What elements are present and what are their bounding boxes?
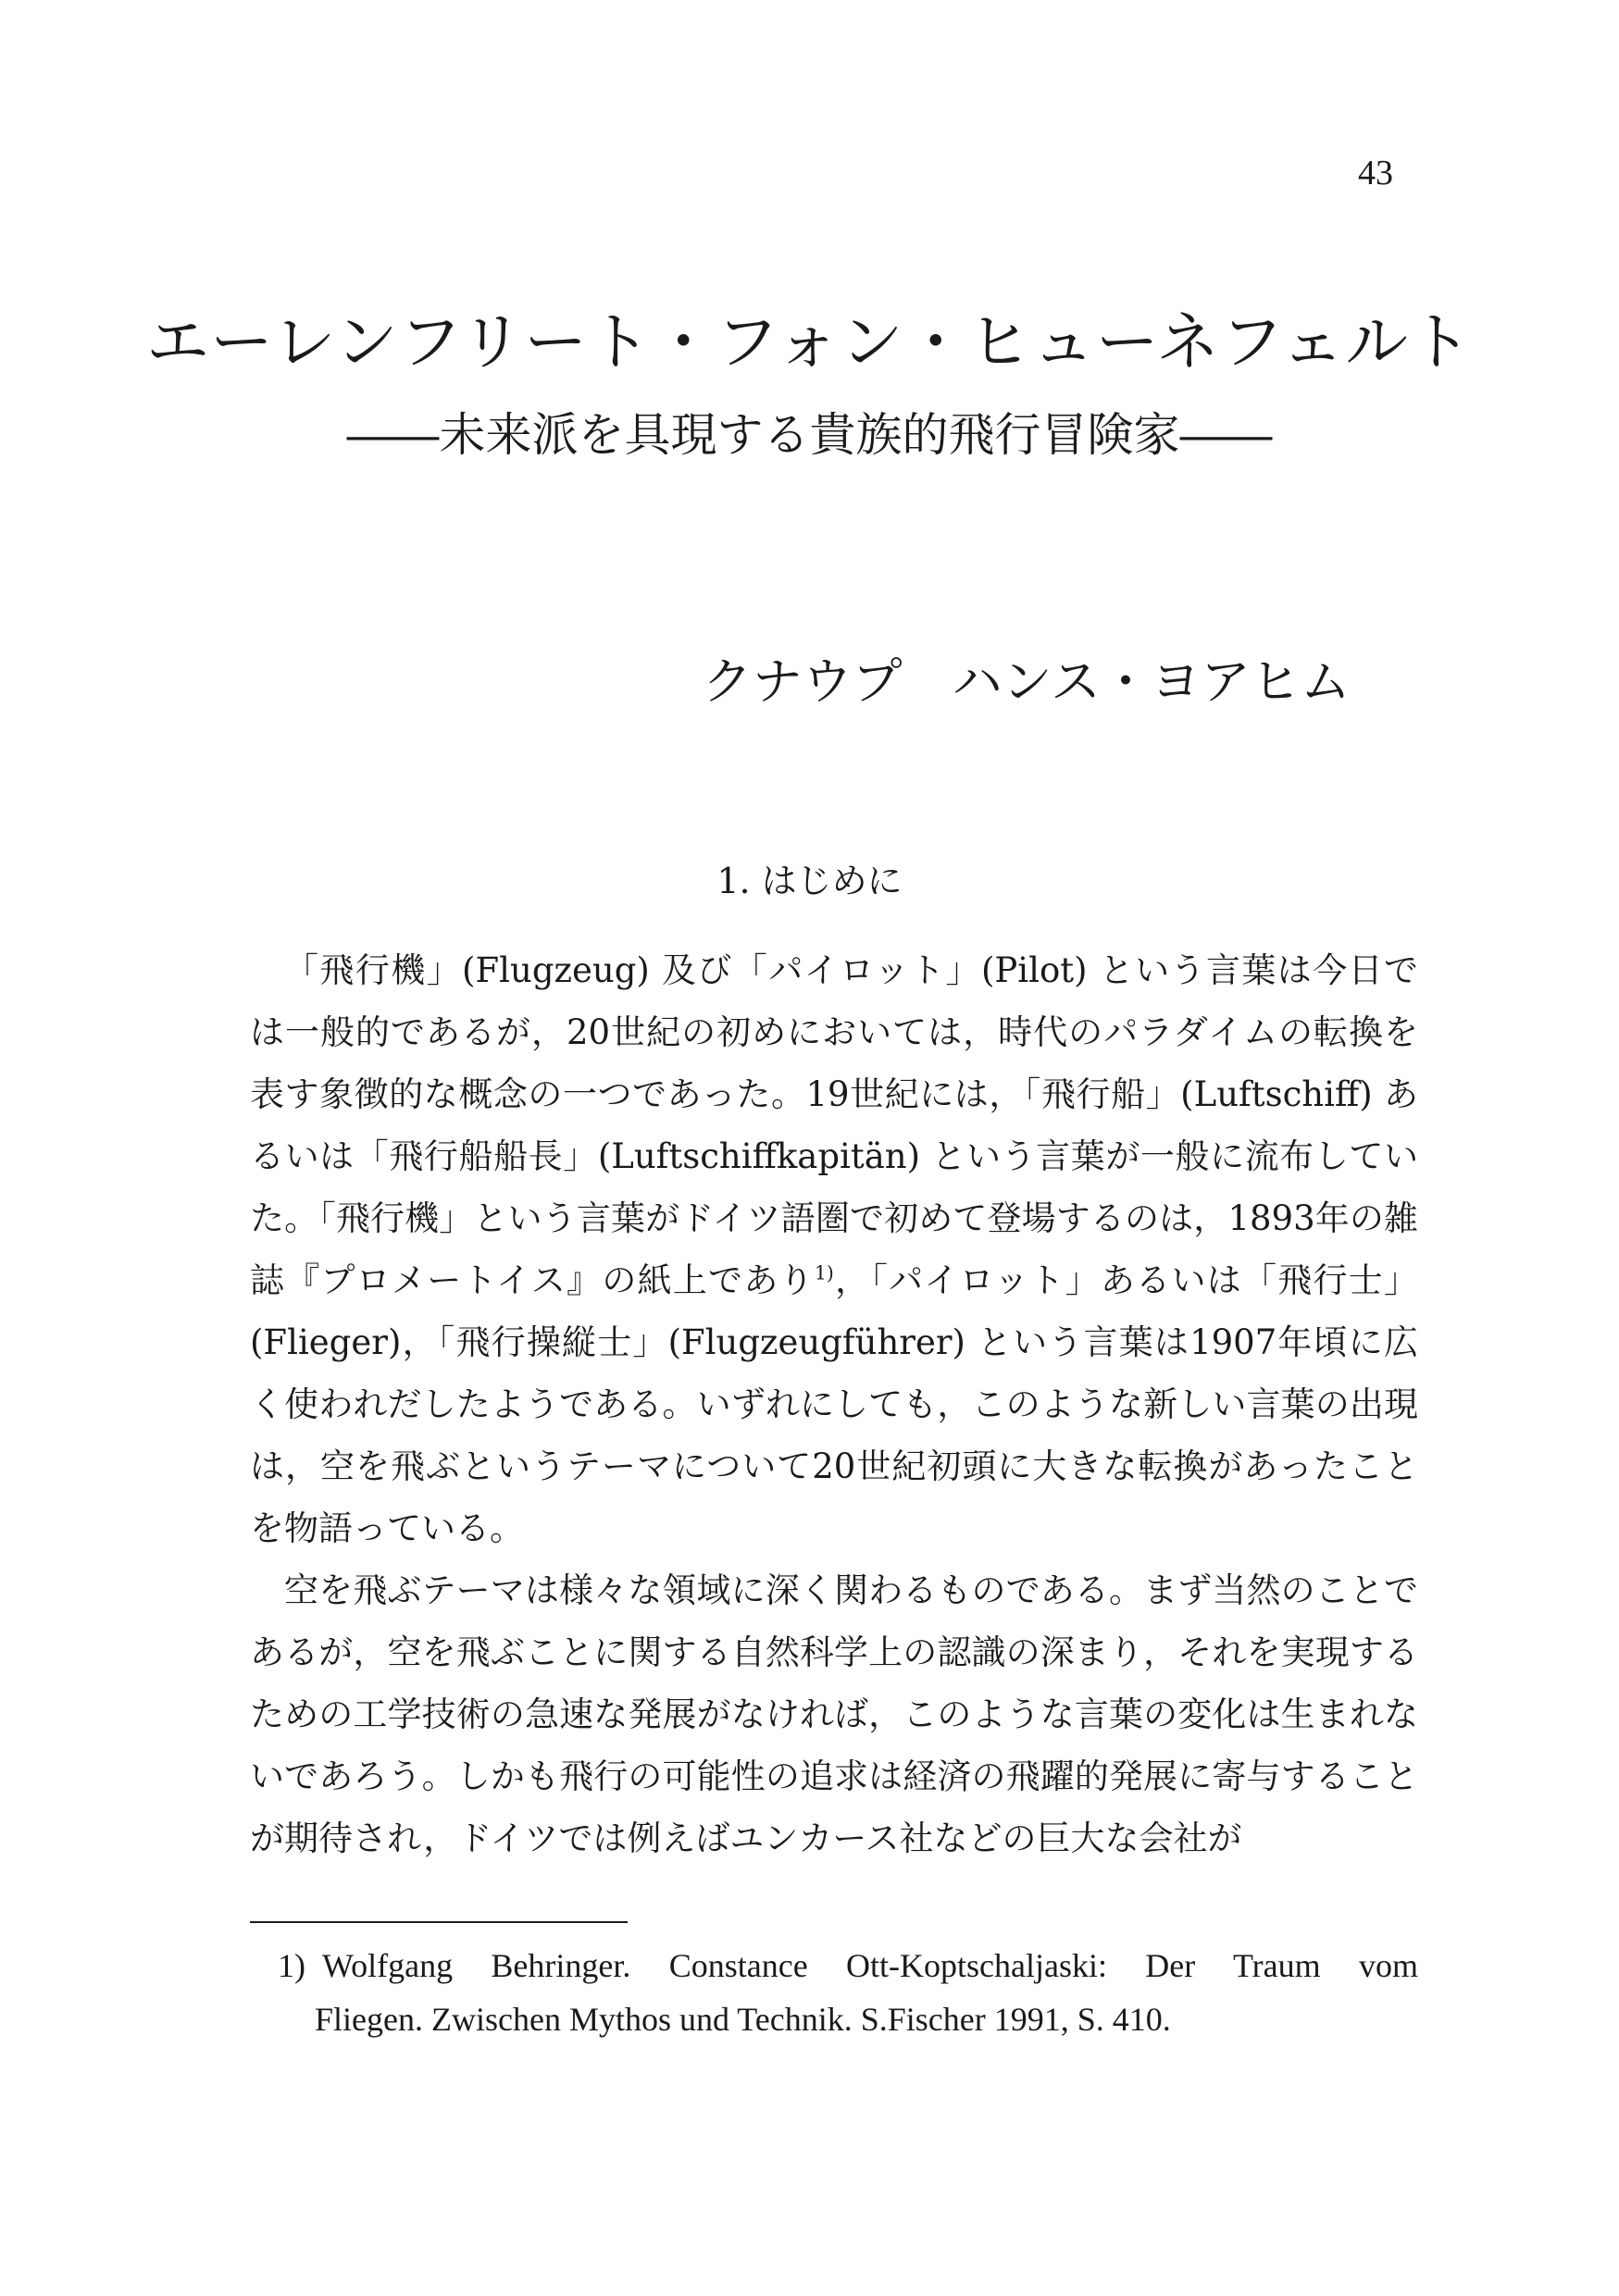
footnote [278, 1939, 1418, 2046]
footnote-line-1 [278, 1939, 1418, 1992]
footnote-marker: 1) [278, 1947, 305, 1984]
footnote-divider [250, 1921, 628, 1923]
page-number: 43 [1358, 154, 1393, 192]
article-title: エーレンフリート・フォン・ヒューネフェルト [145, 306, 1474, 379]
paragraph-1 [250, 939, 1418, 1559]
article-subtitle: ――未来派を具現する貴族的飛行冒険家―― [346, 408, 1273, 462]
paragraph-1-text-before-note: 「飛行機」(Flugzeug) 及び「パイロット」(Pilot) という言葉は今日では一般的であるが，20世紀の初めにおいては，時代のパラダイムの転換を表す象徴的な概念の一つであった。19世紀には，「飛行船」(Luftschiff) あるいは「飛行船船長」(Luftschiffkapitän) という言葉が一般に流布していた。「飛行機」という言葉がドイツ語圏で初めて登場するのは，1893年の雑誌『プロメートイス』の紙上であり [250, 950, 1418, 1300]
body-text [250, 939, 1418, 1869]
paragraph-1-text-after-note: ，「パイロット」あるいは「飛行士」(Flieger)，「飛行操縦士」(Flugzeugführer) という言葉は1907年頃に広く使われだしたようである。いずれにしても，このような新しい言葉の出現は，空を飛ぶというテーマについて20世紀初頭に大きな転換があったことを物語っている。 [250, 1260, 1418, 1548]
section-heading: 1. はじめに [716, 861, 903, 901]
paragraph-2: 空を飛ぶテーマは様々な領域に深く関わるものである。まず当然のことであるが，空を飛ぶことに関する自然科学上の認識の深まり，それを実現するための工学技術の急速な発展がなければ，このような言葉の変化は生まれないであろう。しかも飛行の可能性の追求は経済の飛躍的発展に寄与することが期待され，ドイツでは例えばユンカース社などの巨大な会社が [250, 1570, 1418, 1858]
author-name: クナウプ ハンス・ヨアヒム [702, 652, 1351, 711]
footnote-reference: 1) [814, 1261, 834, 1285]
footnote-text-line-1: Wolfgang Behringer. Constance Ott-Koptschaljaski: Der Traum vom [322, 1947, 1418, 1984]
footnote-text-line-2: Fliegen. Zwischen Mythos und Technik. S.Fischer 1991, S. 410. [315, 2001, 1171, 2038]
